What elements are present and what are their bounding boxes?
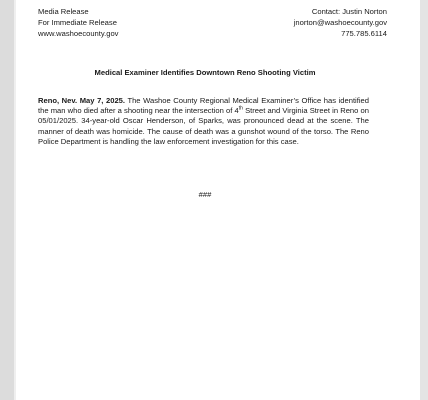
document-page bbox=[16, 0, 420, 400]
release-timing: For Immediate Release bbox=[38, 18, 117, 27]
end-of-release-mark: ### bbox=[198, 190, 212, 199]
page-edge-right bbox=[420, 0, 428, 400]
contact-name: Contact: Justin Norton bbox=[311, 7, 387, 16]
ordinal-suffix: th bbox=[238, 105, 243, 112]
dateline: Reno, Nev. May 7, 2025. bbox=[38, 96, 125, 105]
website-link[interactable]: www.washoecounty.gov bbox=[38, 29, 119, 38]
contact-phone: 775.785.6114 bbox=[341, 29, 387, 38]
body-text-part1: The Washoe County Regional Medical Examiner’s Office has identified the man who died after a shooting near the intersection of 4 bbox=[38, 96, 369, 116]
release-title: Medical Examiner Identifies Downtown Reno Shooting Victim bbox=[94, 68, 316, 77]
release-type: Media Release bbox=[38, 7, 89, 16]
body-text-part2: Street and Virginia Street in Reno on 05/01/2025. 34-year-old Oscar Henderson, of Sparks, was pronounced dead at the scene. The manner of death was homicide. The cause of death was a gunshot wound of the torso. The Reno Police Department is handling the law enforcement investigation for this case. bbox=[38, 106, 369, 146]
release-body bbox=[38, 96, 369, 147]
contact-email[interactable]: jnorton@washoecounty.gov bbox=[293, 18, 387, 27]
release-info bbox=[38, 6, 118, 39]
page-edge-left bbox=[0, 0, 14, 400]
contact-info bbox=[294, 6, 387, 39]
